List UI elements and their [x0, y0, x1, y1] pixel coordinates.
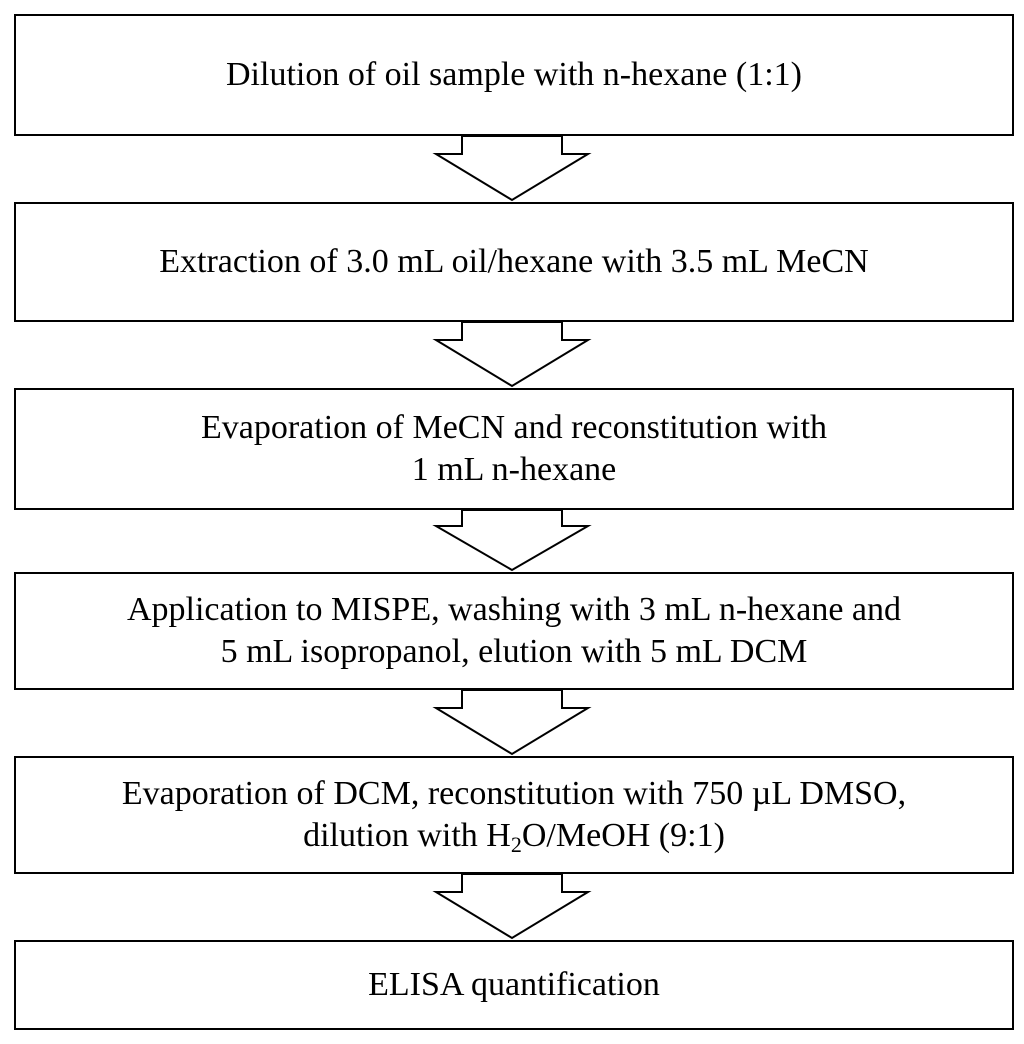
step-5-line-2-suffix: O/MeOH (9:1) — [521, 817, 725, 854]
down-arrow-5 — [0, 874, 1024, 940]
step-4-text-line-2: 5 mL isopropanol, elution with 5 mL DCM — [220, 633, 808, 670]
down-arrow-4 — [0, 690, 1024, 756]
down-arrow-2 — [0, 322, 1024, 388]
step-3-text-line-2: 1 mL n-hexane — [411, 451, 617, 488]
step-2-text: Extraction of 3.0 mL oil/hexane with 3.5 mL MeCN — [159, 243, 869, 280]
step-2-box — [14, 202, 1014, 322]
down-arrow-3 — [0, 510, 1024, 572]
step-5-text-line-1: Evaporation of DCM, reconstitution with 750 µL DMSO, — [121, 775, 907, 812]
step-3-box — [14, 388, 1014, 510]
step-5-line-2-prefix: dilution with H — [303, 817, 511, 854]
step-5-box — [14, 756, 1014, 874]
step-4-box — [14, 572, 1014, 690]
step-6-box — [14, 940, 1014, 1030]
step-1-box — [14, 14, 1014, 136]
step-3-text-line-1: Evaporation of MeCN and reconstitution with — [200, 409, 828, 446]
step-5-text-line-2 — [303, 815, 725, 857]
step-4-text-line-1: Application to MISPE, washing with 3 mL n-hexane and — [126, 591, 901, 628]
step-1-text: Dilution of oil sample with n-hexane (1:1) — [226, 56, 802, 93]
step-6-text: ELISA quantification — [368, 966, 660, 1003]
step-5-line-2-subscript: 2 — [510, 832, 522, 857]
down-arrow-1 — [0, 136, 1024, 202]
